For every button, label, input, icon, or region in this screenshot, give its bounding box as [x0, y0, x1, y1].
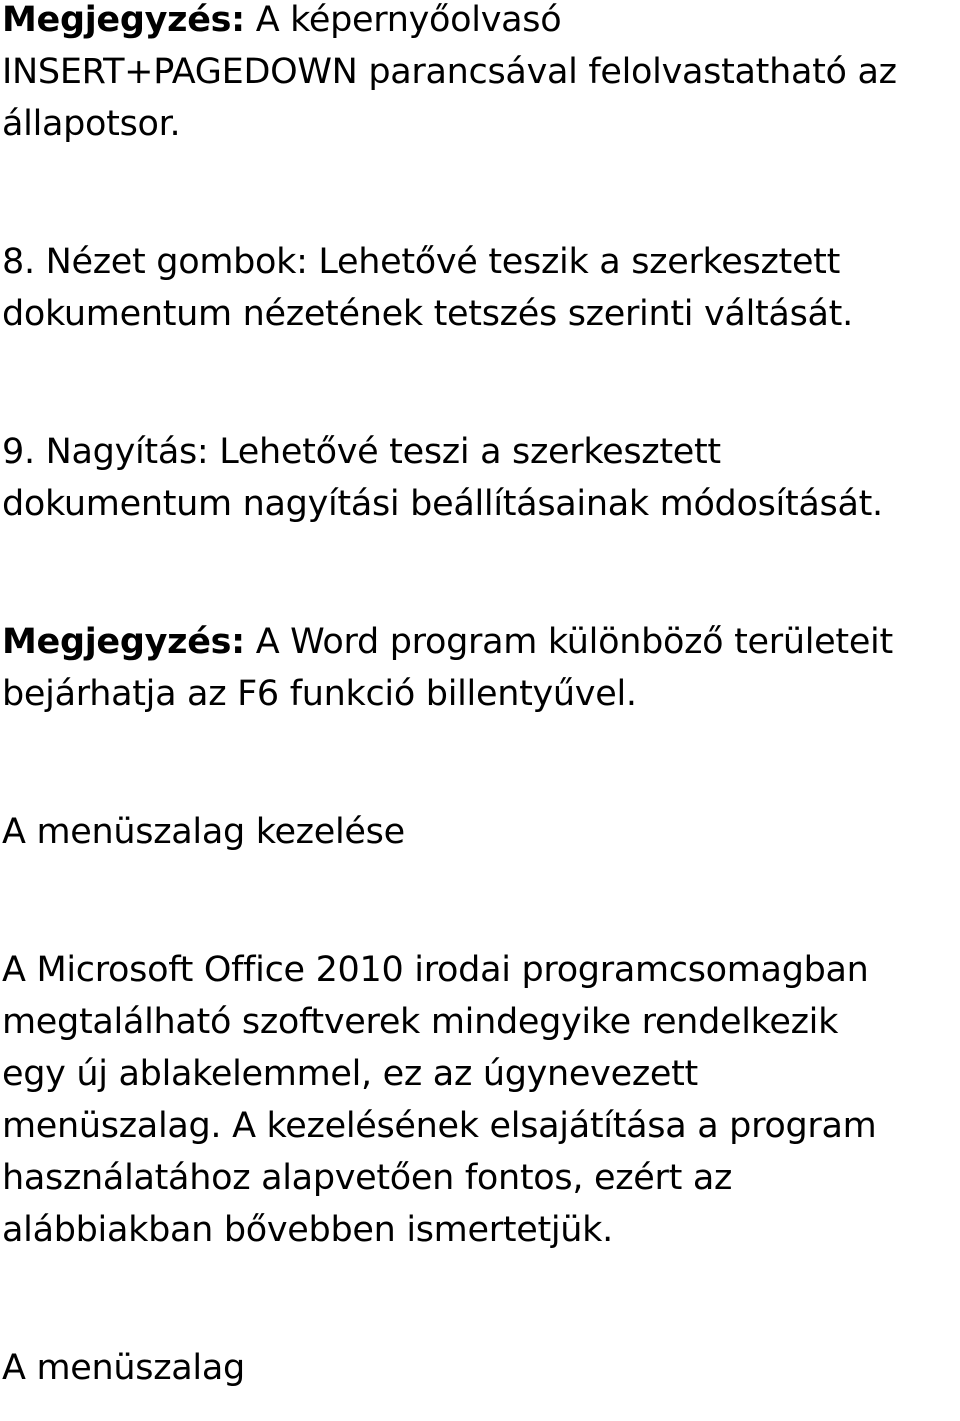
note-line-2: bejárhatja az F6 funkció billentyűvel.: [2, 674, 637, 714]
note-text: A Word program különböző területeit: [244, 622, 893, 662]
body-line-6: alábbiakban bővebben ismertetjük.: [2, 1210, 613, 1250]
item-line-2: dokumentum nézetének tetszés szerinti váltását.: [2, 294, 853, 334]
note-line-2: INSERT+PAGEDOWN parancsával felolvastatható az: [2, 52, 897, 92]
body-line-3: egy új ablakelemmel, ez az úgynevezett: [2, 1054, 698, 1094]
note-f6-navigation: [2, 616, 958, 720]
body-line-2: megtalálható szoftverek mindegyike rendelkezik: [2, 1002, 839, 1042]
body-line-1: A Microsoft Office 2010 irodai programcsomagban: [2, 950, 869, 990]
note-label: Megjegyzés:: [2, 622, 245, 662]
note-line-3: állapotsor.: [2, 104, 181, 144]
note-text: A képernyőolvasó: [244, 0, 562, 40]
body-line-5: használatához alapvetően fontos, ezért az: [2, 1158, 733, 1198]
item-view-buttons: [2, 236, 958, 340]
item-zoom: [2, 426, 958, 530]
item-line-1: 8. Nézet gombok: Lehetővé teszik a szerkesztett: [2, 242, 841, 282]
document-page: [2, 0, 958, 1394]
item-line-2: dokumentum nagyítási beállításainak módosítását.: [2, 484, 883, 524]
ribbon-intro-paragraph: [2, 944, 958, 1256]
body-line-4: menüszalag. A kezelésének elsajátítása a program: [2, 1106, 877, 1146]
item-line-1: 9. Nagyítás: Lehetővé teszi a szerkesztett: [2, 432, 721, 472]
section-heading-ribbon: A menüszalag: [2, 1348, 245, 1388]
note-line-1: [2, 616, 958, 668]
note-line-1: [2, 0, 958, 46]
note-label: Megjegyzés:: [2, 0, 245, 40]
section-heading-ribbon-usage: A menüszalag kezelése: [2, 812, 405, 852]
note-screen-reader: [2, 0, 958, 150]
